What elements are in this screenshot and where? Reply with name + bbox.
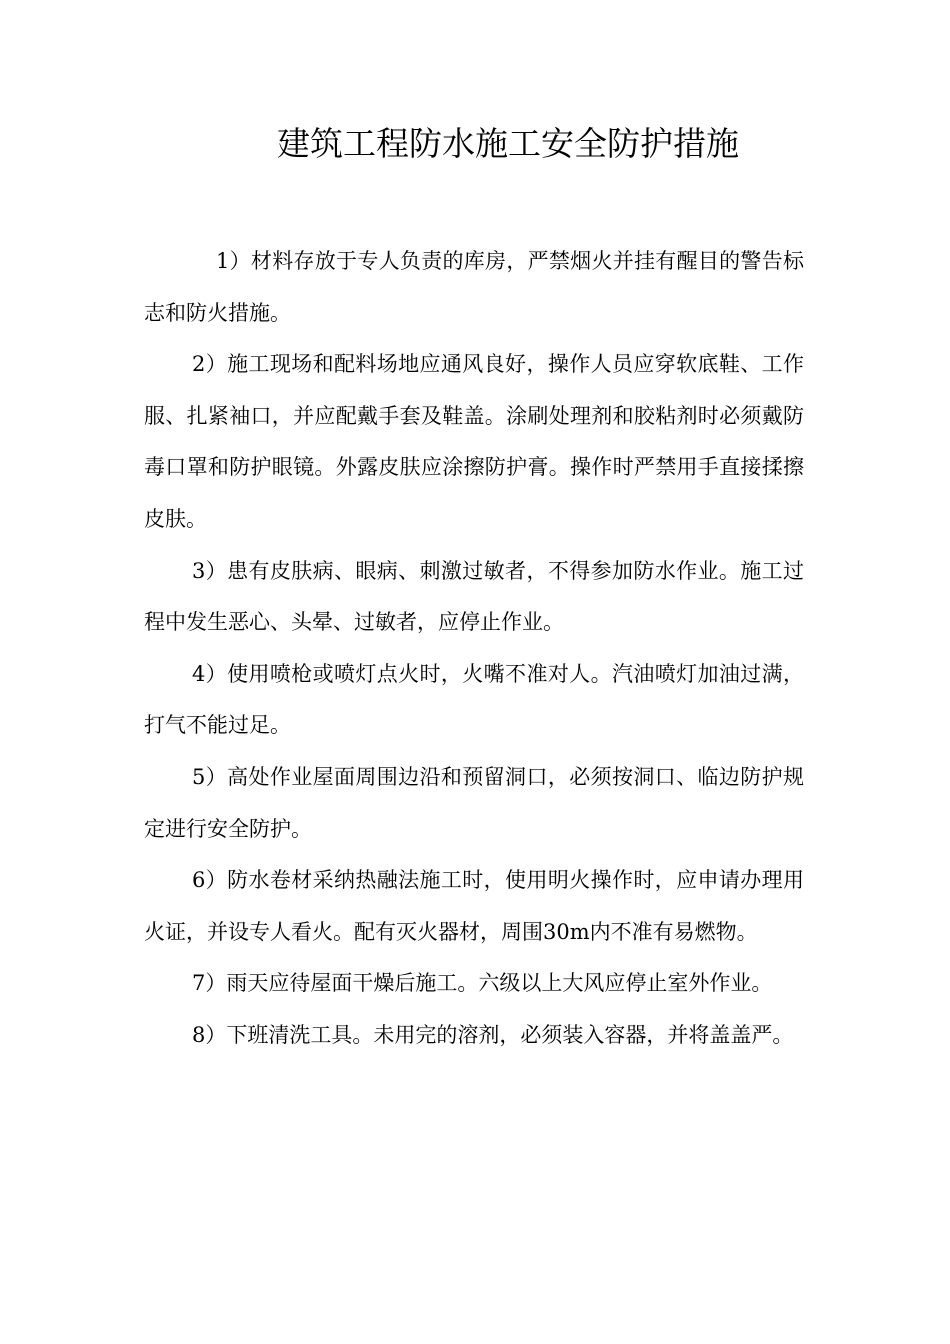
paragraph-3: 3）患有皮肤病、眼病、刺激过敏者，不得参加防水作业。施工过程中发生恶心、头晕、过敏者，应停止作业。 — [144, 558, 804, 635]
paragraph-1: 1）材料存放于专人负责的库房，严禁烟火并挂有醒目的警告标志和防火措施。 — [144, 249, 804, 325]
paragraph-6: 6）防水卷材采纳热融法施工时，使用明火操作时，应申请办理用火证，并设专人看火。配有灭火器材，周围30m内不准有易燃物。 — [144, 868, 804, 944]
paragraph-7: 7）雨天应待屋面干燥后施工。六级以上大风应停止室外作业。 — [192, 971, 773, 996]
document-title: 建筑工程防水施工安全防护措施 — [277, 124, 739, 163]
document-body — [144, 236, 804, 1062]
paragraph-2: 2）施工现场和配料场地应通风良好，操作人员应穿软底鞋、工作服、扎紧袖口，并应配戴手套及鞋盖。涂刷处理剂和胶粘剂时必须戴防毒口罩和防护眼镜。外露皮肤应涂擦防护膏。操作时严禁用手直接揉擦皮肤。 — [144, 352, 804, 531]
paragraph-4: 4）使用喷枪或喷灯点火时，火嘴不准对人。汽油喷灯加油过满，打气不能过足。 — [144, 661, 804, 738]
paragraph-8: 8）下班清洗工具。未用完的溶剂，必须装入容器，并将盖盖严。 — [192, 1022, 794, 1047]
paragraph-5: 5）高处作业屋面周围边沿和预留洞口，必须按洞口、临边防护规定进行安全防护。 — [144, 764, 804, 841]
